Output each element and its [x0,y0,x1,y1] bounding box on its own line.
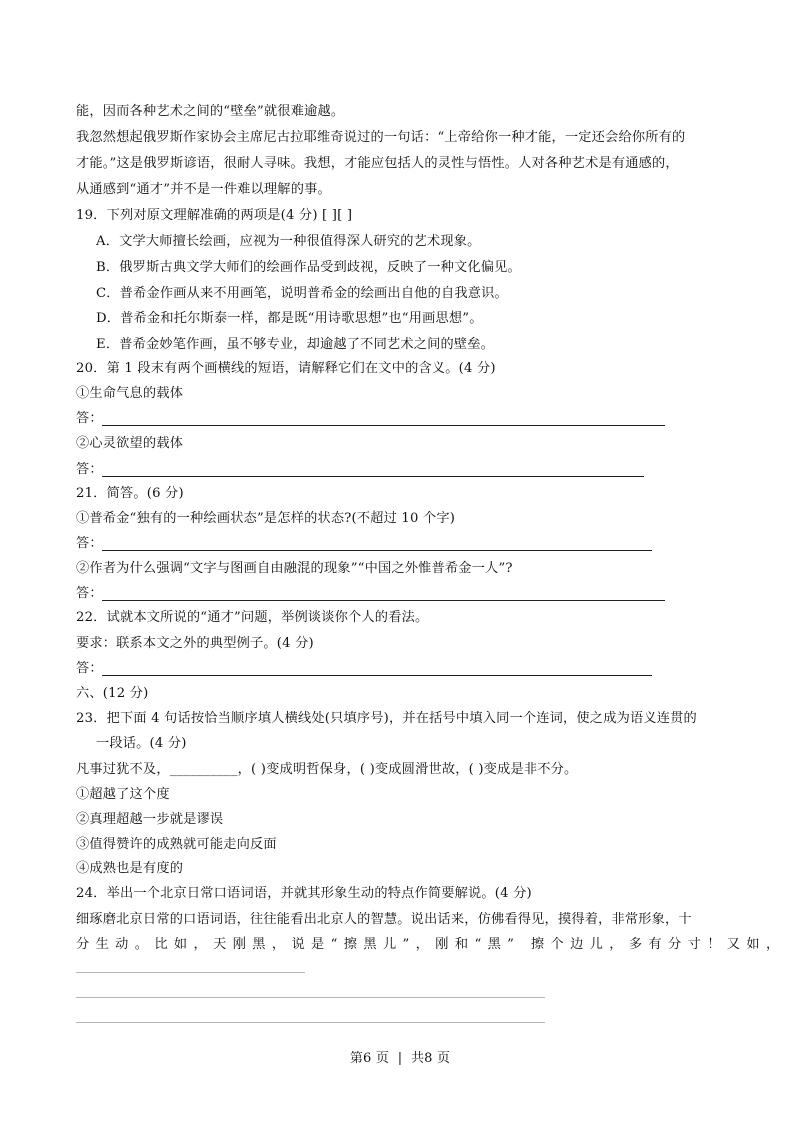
q20-item-2: ②心灵欲望的载体 [76,436,184,451]
question-24-stem: 24．举出一个北京日常口语词语，并就其形象生动的特点作简要解说。(4 分) [76,886,532,901]
q22-requirement: 要求：联系本文之外的典型例子。(4 分) [76,636,314,651]
answer-line [102,675,652,676]
answer-line [102,600,665,601]
q19-option-d: D．普希金和托尔斯泰一样，都是既“用诗歌思想”也“用画思想”。 [96,311,483,326]
answer-label: 答： [76,462,103,477]
q23-option-4: ④成熟也是有度的 [76,861,184,876]
passage-line: 从通感到“通才”并不是一件难以理解的事。 [76,182,331,197]
writing-line [76,972,305,973]
passage-line: 我忽然想起俄罗斯作家协会主席尼古拉耶维奇说过的一句话：“上帝给你一种才能，一定还会给你所有的 [76,130,686,145]
passage-line: 能，因而各种艺术之间的“壁垒”就很难逾越。 [76,104,345,119]
question-21-stem: 21．简答。(6 分) [76,486,184,501]
question-19-stem: 19．下列对原文理解准确的两项是(4 分) [ ][ ] [76,208,353,223]
answer-label: 答： [76,536,103,551]
answer-label: 答： [76,586,103,601]
q23-option-3: ③值得赞许的成熟就可能走向反面 [76,837,277,852]
question-23-stem: 23．把下面 4 句话按恰当顺序填人横线处(只填序号)，并在括号中填入同一个连词，使之成为语义连贯的 [76,711,697,726]
question-22-stem: 22．试就本文所说的“通才”问题，举例谈谈你个人的看法。 [76,610,429,625]
passage-line: 才能。”这是俄罗斯谚语，很耐人寻味。我想，才能应包括人的灵性与悟性。人对各种艺术是有通感的， [76,156,679,171]
page-footer: 第6 页 | 共8 页 [349,1051,451,1066]
q21-item-2: ②作者为什么强调“文字与图画自由融混的现象”“中国之外惟普希金一人”? [76,561,513,576]
answer-label: 答： [76,661,103,676]
answer-label: 答： [76,411,103,426]
q21-item-1: ①普希金“独有的一种绘画状态”是怎样的状态?(不超过 10 个字) [76,511,456,526]
q23-option-2: ②真理超越一步就是谬误 [76,812,224,827]
answer-line [102,550,652,551]
q19-option-e: E．普希金妙笔作画，虽不够专业，却逾越了不同艺术之间的壁垒。 [96,337,495,352]
q19-option-a: A．文学大师擅长绘画，应视为一种很值得深人研究的艺术现象。 [96,234,481,249]
q23-sentence: 凡事过犹不及，__________，( )变成明哲保身，( )变成圆滑世故，( )变成是非不分。 [76,762,578,777]
section-heading: 六、(12 分) [76,686,149,701]
q24-text: 分生动。比如，天刚黑，说是“擦黑儿”，刚和“黑” 擦个边儿，多有分寸！又如， [76,937,786,952]
q20-item-1: ①生命气息的载体 [76,386,184,401]
question-20-stem: 20．第 1 段末有两个画横线的短语，请解释它们在文中的含义。(4 分) [76,361,496,376]
writing-line [76,997,545,998]
writing-line [76,1022,545,1023]
q19-option-b: B．俄罗斯古典文学大师们的绘画作品受到歧视，反映了一种文化偏见。 [96,260,521,275]
q24-text: 细琢磨北京日常的口语词语，往往能看出北京人的智慧。说出话来，仿佛看得见，摸得着，非常形象，十 [76,912,692,927]
answer-line [102,425,665,426]
q23-option-1: ①超越了这个度 [76,787,170,802]
q19-option-c: C．普希金作画从来不用画笔，说明普希金的绘画出自他的自我意识。 [96,286,508,301]
answer-line [102,476,644,477]
question-23-stem-cont: 一段话。(4 分) [96,736,187,751]
